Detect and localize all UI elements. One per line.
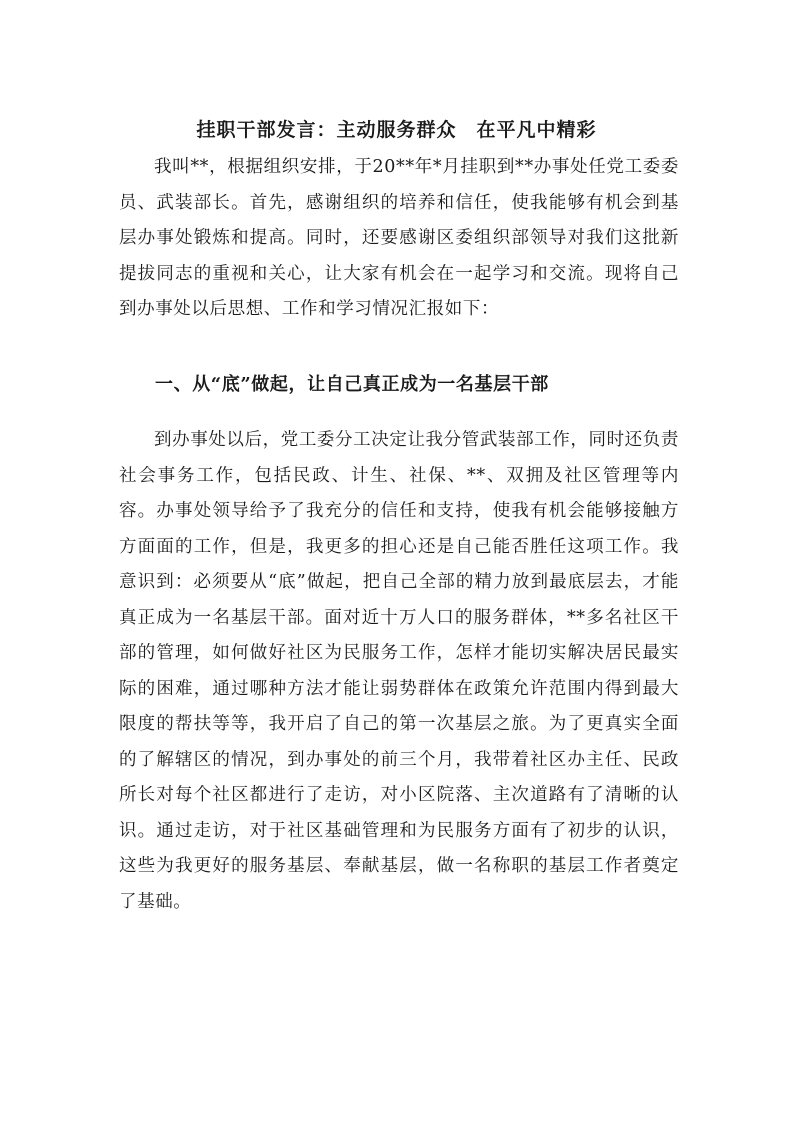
section-heading: 一、从“底”做起，让自己真正成为一名基层干部 xyxy=(155,374,549,395)
intro-paragraph: 我叫**，根据组织安排，于20**年*月挂职到**办事处任党工委委员、武装部长。首先，感谢组织的培养和信任，使我能够有机会到基层办事处锻炼和提高。同时，还要感谢区委组织部领导对我们这批新提拔同志的重视和关心，让大家有机会在一起学习和交流。现将自己到办事处以后思想、工作和学习情况汇报如下： xyxy=(119,157,679,319)
section-paragraph: 到办事处以后，党工委分工决定让我分管武装部工作，同时还负责社会事务工作，包括民政、计生、社保、**、双拥及社区管理等内容。办事处领导给予了我充分的信任和支持，使我有机会能够接触方方面面的工作，但是，我更多的担心还是自己能否胜任这项工作。我意识到：必须要从“底”做起，把自己全部的精力放到最底层去，才能真正成为一名基层干部。面对近十万人口的服务群体，**多名社区干部的管理，如何做好社区为民服务工作，怎样才能切实解决居民最实际的困难，通过哪种方法才能让弱势群体在政策允许范围内得到最大限度的帮扶等等，我开启了自己的第一次基层之旅。为了更真实全面的了解辖区的情况，到办事处的前三个月，我带着社区办主任、民政所长对每个社区都进行了走访，对小区院落、主次道路有了清晰的认识。通过走访，对于社区基础管理和为民服务方面有了初步的认识，这些为我更好的服务基层、奉献基层，做一名称职的基层工作者奠定了基础。 xyxy=(119,430,679,912)
document-title: 挂职干部发言：主动服务群众 在平凡中精彩 xyxy=(196,118,597,141)
